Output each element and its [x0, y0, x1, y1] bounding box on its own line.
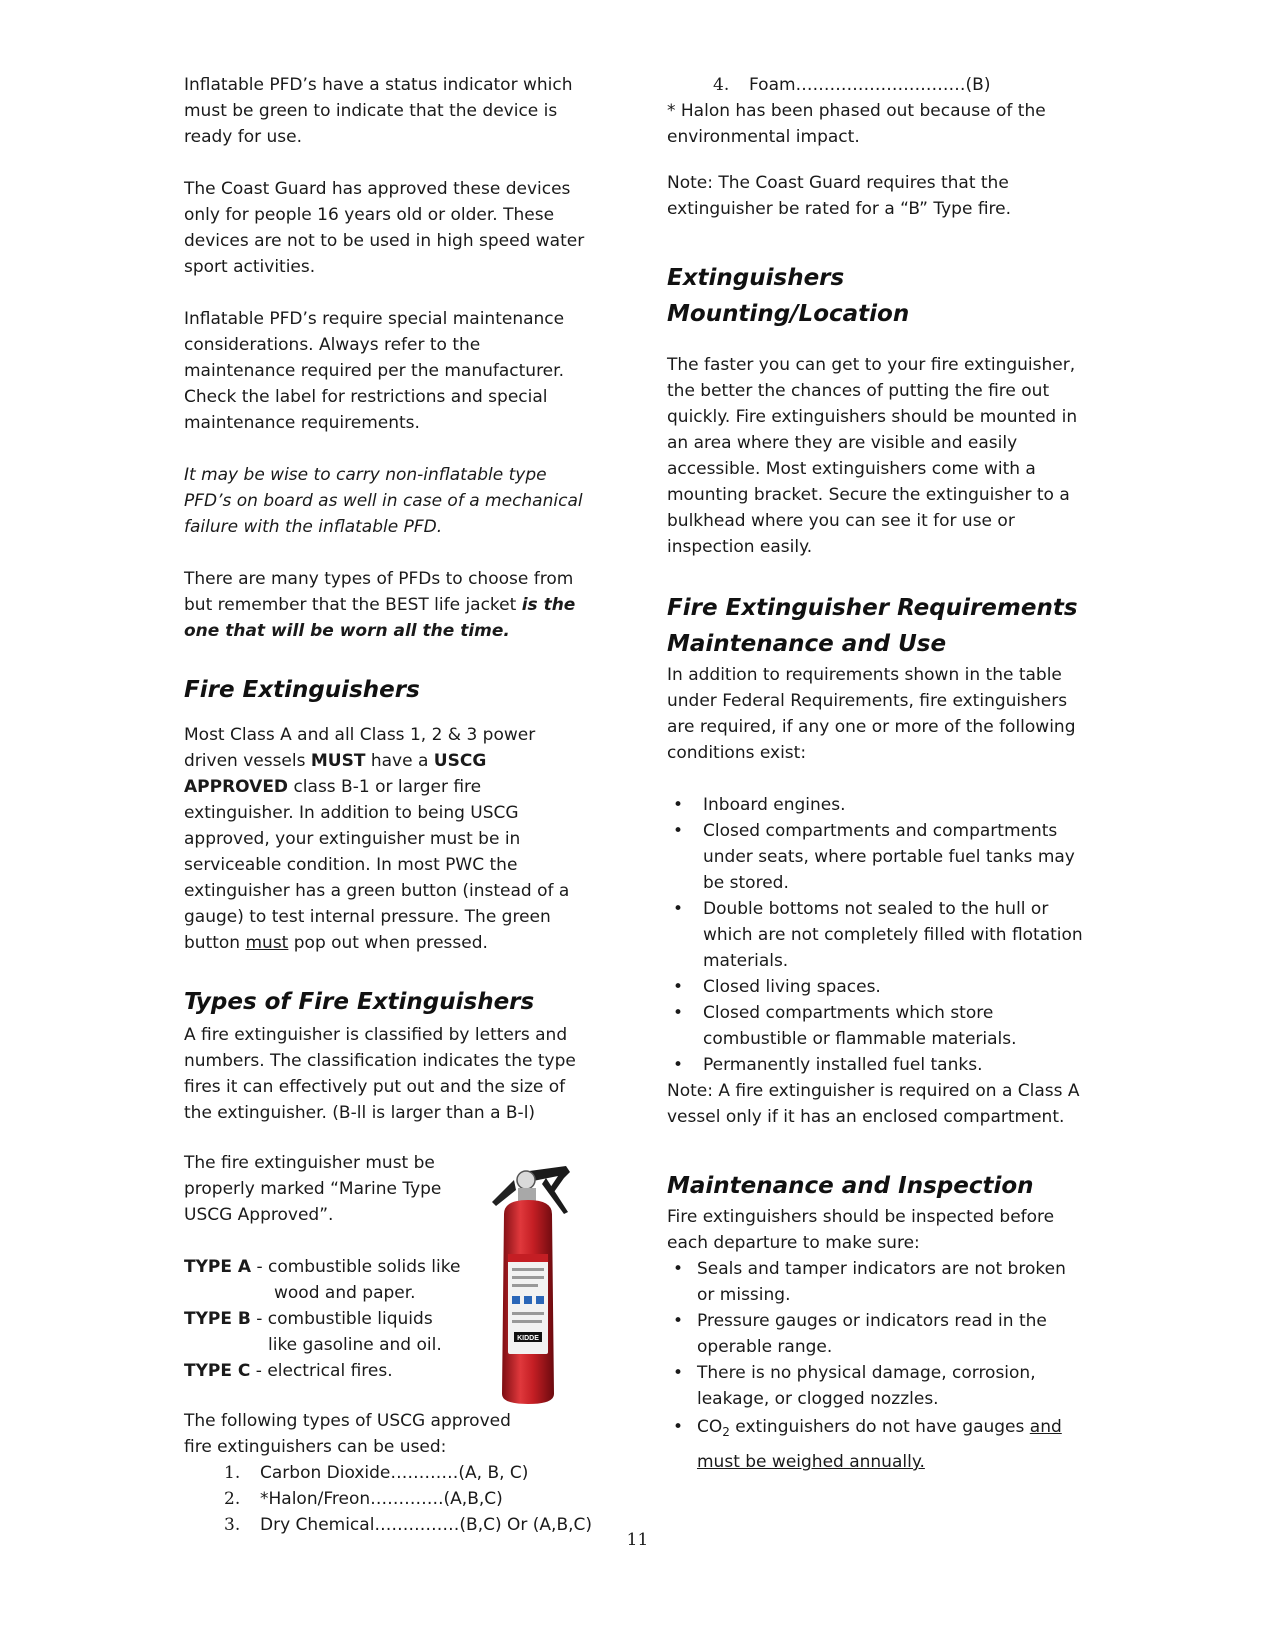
brand-label: KIDDE — [517, 1335, 539, 1342]
fire-text-2: have a — [365, 751, 434, 771]
list-item: • Closed compartments which store combustible or flammable materials. — [667, 1000, 1087, 1052]
marking-paragraph: The fire extinguisher must be properly marked “Marine Type USCG Approved”. — [184, 1153, 442, 1225]
fire-text-4: pop out when pressed. — [288, 933, 488, 953]
maintenance-paragraph: Fire extinguishers should be inspected before each departure to make sure: — [667, 1207, 1055, 1253]
maintenance-heading: Maintenance and Inspection — [667, 1173, 1034, 1199]
list-item: • Closed compartments and compartments under seats, where portable fuel tanks may be stored. — [667, 818, 1087, 896]
list-item: • Closed living spaces. — [667, 974, 1087, 1000]
fire-text-1: Most Class A and all Class 1, 2 & 3 power driven vessels — [184, 725, 536, 771]
list-item: • Seals and tamper indicators are not broken or missing. — [667, 1256, 1087, 1308]
type-a-desc: - combustible solids like — [251, 1257, 461, 1277]
fire-extinguishers-paragraph — [184, 722, 594, 956]
list-item: 4. Foam…………………………(B) — [713, 75, 991, 95]
must-emphasis: MUST — [310, 751, 366, 771]
types-heading: Types of Fire Extinguishers — [184, 989, 535, 1015]
requirements-heading-1: Fire Extinguisher Requirements — [667, 595, 1078, 621]
must-underlined: must — [245, 933, 289, 953]
requirements-list — [667, 792, 1087, 1078]
list-item: 2. *Halon/Freon………….(A,B,C) — [224, 1489, 503, 1509]
mounting-heading: Extinguishers Mounting/Location — [667, 265, 910, 327]
list-item: 3. Dry Chemical……………(B,C) Or (A,B,C) — [224, 1515, 593, 1535]
type-a-desc-cont: wood and paper. — [274, 1283, 416, 1303]
type-b-desc: - combustible liquids — [250, 1309, 433, 1329]
pfd-status-paragraph: Inflatable PFD’s have a status indicator which must be green to indicate that the device is ready for use. — [184, 75, 573, 147]
extinguisher-types-list — [184, 1460, 594, 1538]
co2-text: CO — [697, 1417, 723, 1437]
extinguisher-types-list-cont — [667, 72, 1087, 98]
list-item: • Inboard engines. — [667, 792, 1087, 818]
uscg-approved-emphasis: USCG APPROVED — [184, 751, 487, 797]
list-item: • There is no physical damage, corrosion, leakage, or clogged nozzles. — [667, 1360, 1087, 1412]
halon-note: * Halon has been phased out because of the environmental impact. — [667, 101, 1046, 147]
fire-extinguishers-heading: Fire Extinguishers — [184, 677, 420, 703]
list-item: • Pressure gauges or indicators read in the operable range. — [667, 1308, 1087, 1360]
right-column — [667, 72, 1087, 1477]
type-c-label: TYPE C — [184, 1361, 251, 1381]
best-life-jacket-text: There are many types of PFDs to choose from but remember that the BEST life jacket — [184, 569, 574, 615]
class-a-note: Note: A fire extinguisher is required on a Class A vessel only if it has an enclosed compartment. — [667, 1081, 1080, 1127]
type-b-desc-cont: like gasoline and oil. — [268, 1335, 442, 1355]
type-a-label: TYPE A — [184, 1257, 252, 1277]
coast-guard-approval-paragraph: The Coast Guard has approved these devices only for people 16 years old or older. These devices are not to be used in high speed water sport activities. — [184, 179, 585, 277]
best-life-jacket-paragraph — [184, 566, 594, 644]
mounting-paragraph: The faster you can get to your fire extinguisher, the better the chances of putting the fire out quickly. Fire extinguishers should be mounted in an area where they are visible and easily accessible. Most extinguishers come with a mounting bracket. Secure the extinguisher to a bulkhead where you can see it for use or inspection easily. — [667, 355, 1078, 557]
co2-text-2: extinguishers do not have gauges — [729, 1417, 1030, 1437]
co2-subscript: 2 — [722, 1425, 730, 1439]
type-c-desc: - electrical fires. — [250, 1361, 393, 1381]
fire-text-3: class B-1 or larger fire extinguisher. In addition to being USCG approved, your extinguisher must be in serviceable condition. In most PWC the extinguisher has a green button (instead of a gauge) to test internal pressure. The green button — [184, 777, 570, 953]
list-item: 1. Carbon Dioxide…………(A, B, C) — [224, 1463, 529, 1483]
requirements-paragraph: In addition to requirements shown in the table under Federal Requirements, fire extinguishers are required, if any one or more of the following conditions exist: — [667, 665, 1076, 763]
b-type-note: Note: The Coast Guard requires that the extinguisher be rated for a “B” Type fire. — [667, 173, 1012, 219]
list-item: • Permanently installed fuel tanks. — [667, 1052, 1087, 1078]
list-item — [667, 1412, 1087, 1477]
maintenance-list — [667, 1256, 1087, 1477]
following-types-paragraph: The following types of USCG approved fire extinguishers can be used: — [184, 1411, 511, 1457]
fire-extinguisher-icon — [484, 1152, 574, 1407]
pfd-maintenance-paragraph: Inflatable PFD’s require special maintenance considerations. Always refer to the maintenance required per the manufacturer. Check the label for restrictions and special maintenance requirements. — [184, 309, 565, 433]
best-life-jacket-emphasis: is the one that will be worn all the time. — [184, 595, 576, 641]
page-number: 11 — [626, 1530, 649, 1550]
list-item: • Double bottoms not sealed to the hull or which are not completely filled with flotation materials. — [667, 896, 1087, 974]
type-b-label: TYPE B — [184, 1309, 251, 1329]
weighed-annually-underlined: and must be weighed annually. — [697, 1417, 1062, 1472]
requirements-heading-2: Maintenance and Use — [667, 631, 947, 657]
left-column — [184, 72, 594, 1538]
non-inflatable-advice-paragraph: It may be wise to carry non-inflatable type PFD’s on board as well in case of a mechanical failure with the inflatable PFD. — [184, 465, 583, 537]
types-paragraph: A fire extinguisher is classified by letters and numbers. The classification indicates the type fires it can effectively put out and the size of the extinguisher. (B-ll is larger than a B-l) — [184, 1025, 576, 1123]
types-block — [184, 1150, 594, 1538]
